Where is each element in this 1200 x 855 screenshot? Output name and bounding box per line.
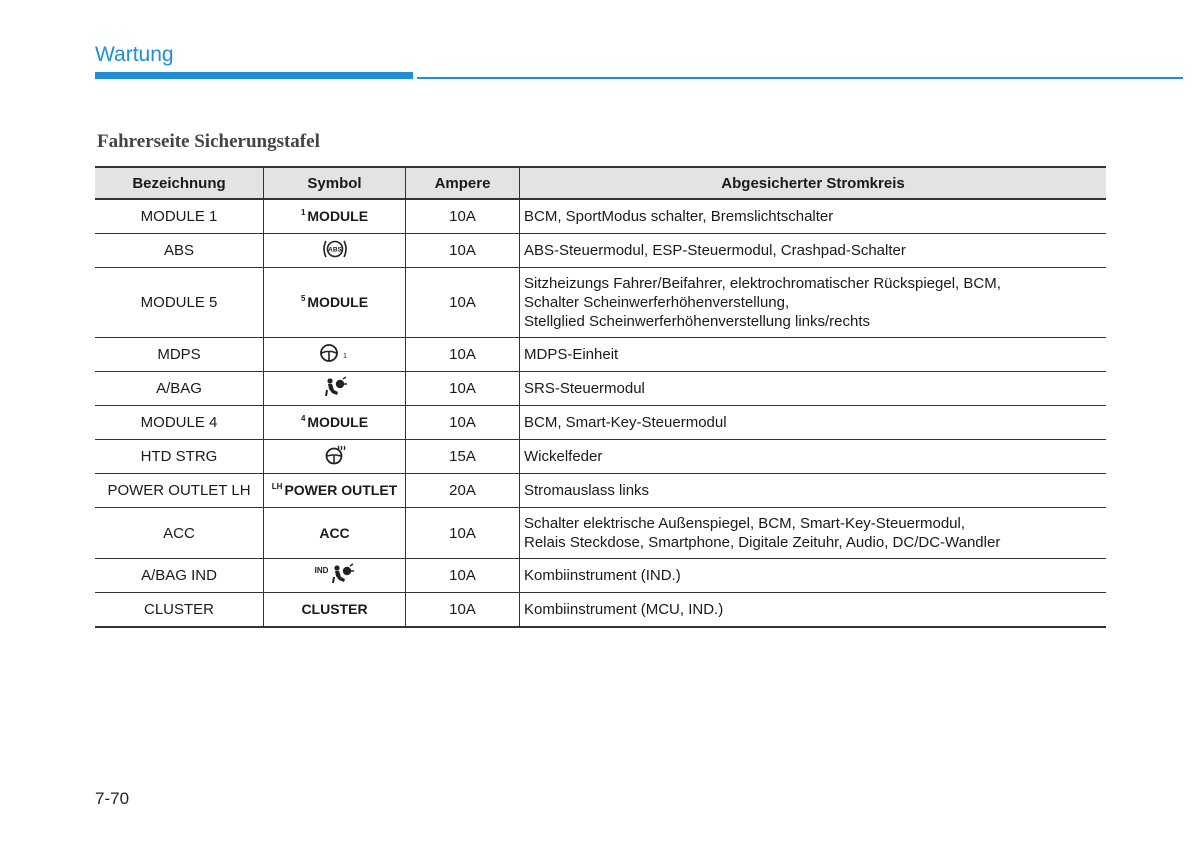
column-header-symbol: Symbol — [264, 167, 406, 199]
table-row — [95, 508, 1106, 559]
fuse-ampere-cell: 10A — [406, 593, 520, 628]
fuse-symbol-cell — [264, 338, 406, 372]
fuse-symbol-cell — [264, 406, 406, 440]
airbag-icon — [330, 563, 354, 589]
fuse-symbol-cell — [264, 440, 406, 474]
circuit-line: BCM, Smart-Key-Steuermodul — [524, 414, 727, 431]
symbol-superscript: LH — [271, 482, 283, 491]
fuse-name-cell: POWER OUTLET LH — [95, 474, 264, 508]
fuse-name-cell: MODULE 4 — [95, 406, 264, 440]
airbag-icon — [323, 376, 347, 402]
circuit-line: SRS-Steuermodul — [524, 380, 645, 397]
column-header-circuit: Abgesicherter Stromkreis — [520, 167, 1107, 199]
symbol-label: MODULE — [307, 294, 369, 310]
fuse-name-cell: MODULE 1 — [95, 199, 264, 234]
circuit-line: Schalter elektrische Außenspiegel, BCM, Smart-Key-Steuermodul, — [524, 515, 966, 532]
fuse-ampere-cell: 10A — [406, 234, 520, 268]
fuse-name-cell: CLUSTER — [95, 593, 264, 628]
fuse-symbol-cell — [264, 199, 406, 234]
symbol-label: MODULE — [307, 414, 369, 430]
table-row — [95, 440, 1106, 474]
table-row — [95, 372, 1106, 406]
column-header-ampere: Ampere — [406, 167, 520, 199]
fuse-ampere-cell: 10A — [406, 338, 520, 372]
fuse-symbol-cell — [264, 593, 406, 628]
circuit-line: Relais Steckdose, Smartphone, Digitale Zeituhr, Audio, DC/DC-Wandler — [524, 534, 1001, 551]
symbol-superscript: IND — [314, 566, 329, 576]
table-row — [95, 199, 1106, 234]
fuse-name-cell: ACC — [95, 508, 264, 559]
page-number: 7-70 — [95, 789, 130, 808]
table-row — [95, 593, 1106, 628]
fuse-symbol-cell — [264, 372, 406, 406]
fuse-circuit-cell — [520, 338, 1107, 372]
chapter-title: Wartung — [95, 43, 174, 66]
circuit-line: Sitzheizungs Fahrer/Beifahrer, elektrochromatischer Rückspiegel, BCM, — [524, 275, 1001, 292]
fuse-table-body — [95, 199, 1106, 627]
symbol-label: MODULE — [307, 208, 369, 224]
fuse-circuit-cell — [520, 559, 1107, 593]
fuse-ampere-cell: 10A — [406, 372, 520, 406]
circuit-line: Wickelfeder — [524, 448, 603, 465]
fuse-name-cell: MDPS — [95, 338, 264, 372]
fuse-ampere-cell: 10A — [406, 268, 520, 338]
fuse-circuit-cell — [520, 508, 1107, 559]
circuit-line: MDPS-Einheit — [524, 346, 619, 363]
circuit-line: Schalter Scheinwerferhöhenverstellung, — [524, 294, 790, 311]
circuit-line: BCM, SportModus schalter, Bremslichtschalter — [524, 208, 834, 225]
circuit-line: Kombiinstrument (IND.) — [524, 567, 681, 584]
fuse-circuit-cell — [520, 268, 1107, 338]
fuse-ampere-cell: 20A — [406, 474, 520, 508]
circuit-line: Stromauslass links — [524, 482, 650, 499]
table-row — [95, 268, 1106, 338]
fuse-symbol-cell — [264, 268, 406, 338]
circuit-line: Stellglied Scheinwerferhöhenverstellung links/rechts — [524, 313, 871, 330]
header-rule-thin — [417, 77, 1183, 79]
fuse-ampere-cell: 10A — [406, 508, 520, 559]
steering-wheel-icon — [318, 342, 352, 368]
symbol-label: ACC — [319, 524, 350, 541]
fuse-ampere-cell: 10A — [406, 199, 520, 234]
fuse-circuit-cell — [520, 234, 1107, 268]
table-row — [95, 234, 1106, 268]
symbol-label: POWER OUTLET — [284, 482, 398, 498]
table-header-row — [95, 167, 1106, 199]
fuse-name-cell: A/BAG — [95, 372, 264, 406]
symbol-superscript: 1 — [300, 208, 306, 217]
table-row — [95, 338, 1106, 372]
fuse-name-cell: HTD STRG — [95, 440, 264, 474]
fuse-ampere-cell: 10A — [406, 559, 520, 593]
fuse-circuit-cell — [520, 372, 1107, 406]
fuse-table — [95, 166, 1106, 628]
fuse-symbol-cell — [264, 474, 406, 508]
section-title: Fahrerseite Sicherungstafel — [97, 131, 320, 152]
fuse-circuit-cell — [520, 593, 1107, 628]
symbol-label: CLUSTER — [301, 601, 368, 617]
fuse-name-cell: ABS — [95, 234, 264, 268]
fuse-name-cell: MODULE 5 — [95, 268, 264, 338]
header-rule-thick — [95, 72, 413, 79]
table-row — [95, 559, 1106, 593]
fuse-symbol-cell — [264, 234, 406, 268]
heated-steering-icon — [323, 444, 347, 470]
fuse-symbol-cell — [264, 559, 406, 593]
svg-text:ABS: ABS — [327, 246, 342, 253]
symbol-superscript: 4 — [300, 414, 306, 423]
fuse-symbol-cell — [264, 508, 406, 559]
circuit-line: ABS-Steuermodul, ESP-Steuermodul, Crashpad-Schalter — [524, 242, 906, 259]
fuse-circuit-cell — [520, 406, 1107, 440]
fuse-ampere-cell: 10A — [406, 406, 520, 440]
fuse-circuit-cell — [520, 474, 1107, 508]
table-row — [95, 474, 1106, 508]
symbol-superscript: 5 — [300, 294, 306, 303]
fuse-ampere-cell: 15A — [406, 440, 520, 474]
table-row — [95, 406, 1106, 440]
abs-warning-icon — [322, 238, 348, 264]
circuit-line: Kombiinstrument (MCU, IND.) — [524, 601, 724, 618]
column-header-name: Bezeichnung — [95, 167, 264, 199]
fuse-circuit-cell — [520, 440, 1107, 474]
svg-text:1: 1 — [342, 352, 347, 360]
fuse-circuit-cell — [520, 199, 1107, 234]
fuse-name-cell: A/BAG IND — [95, 559, 264, 593]
